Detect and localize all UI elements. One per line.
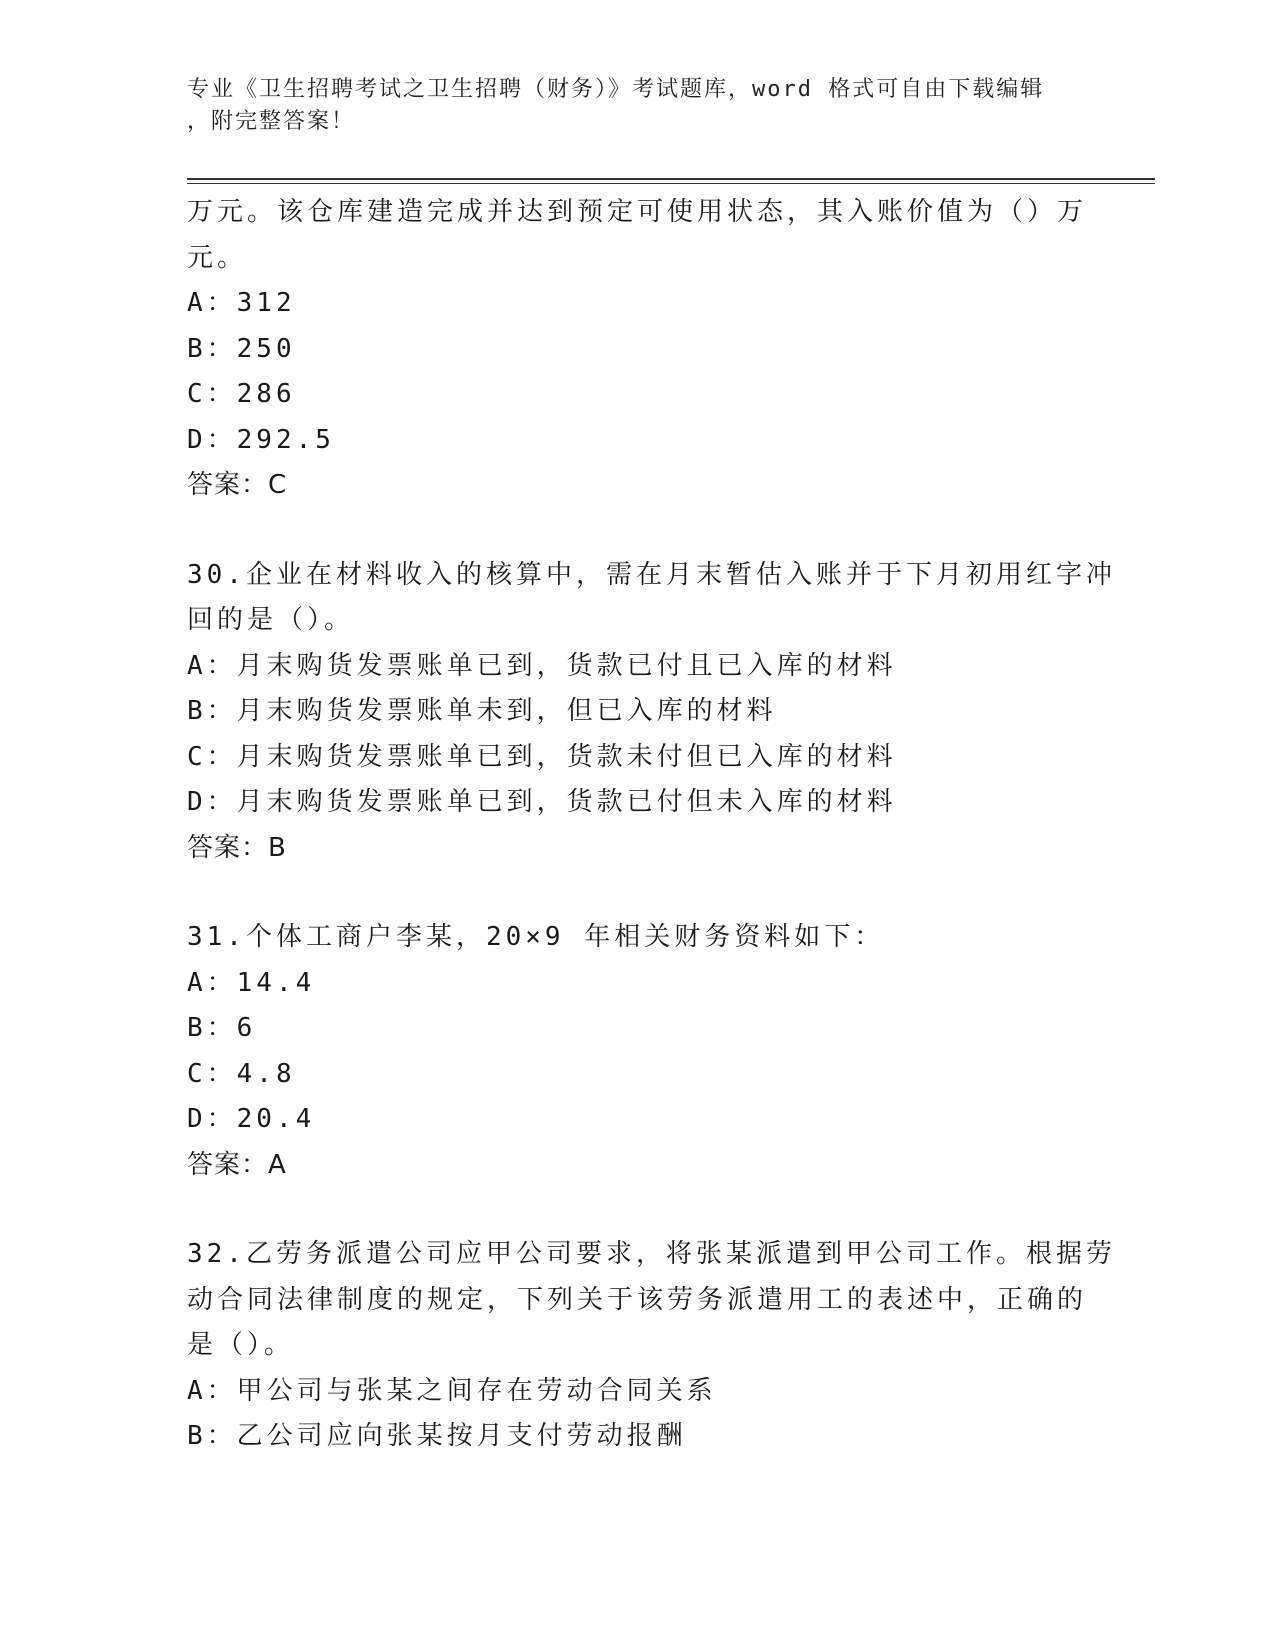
question-32 xyxy=(187,1232,1116,1460)
question-stem: 万元。该仓库建造完成并达到预定可使用状态，其入账价值为（）万 xyxy=(187,197,1088,227)
option-a: A：月末购货发票账单已到，货款已付且已入库的材料 xyxy=(187,650,897,681)
spacer xyxy=(187,1188,1087,1232)
header-line-1: 专业《卫生招聘考试之卫生招聘（财务）》考试题库，word 格式可自由下载编辑 xyxy=(187,77,1045,102)
option-a: A：甲公司与张某之间存在劳动合同关系 xyxy=(187,1375,717,1406)
question-31 xyxy=(187,915,1087,1188)
question-list xyxy=(187,190,1116,1460)
question-stem: 30.企业在材料收入的核算中，需在月末暂估入账并于下月初用红字冲 xyxy=(187,559,1116,590)
question-stem: 元。 xyxy=(187,242,248,273)
option-b: B：250 xyxy=(187,333,296,364)
answer-label: 答案：A xyxy=(187,1149,287,1180)
header-divider-thin xyxy=(187,183,1155,184)
option-c: C：286 xyxy=(187,379,296,409)
header-divider-thick xyxy=(187,178,1155,180)
option-b: B：6 xyxy=(187,1013,257,1043)
option-c: C：月末购货发票账单已到，货款未付但已入库的材料 xyxy=(187,741,897,772)
question-29 xyxy=(187,190,1087,509)
question-stem: 31.个体工商户李某，20×9 年相关财务资料如下： xyxy=(187,922,885,952)
question-30 xyxy=(187,553,1116,872)
option-d: D：292.5 xyxy=(187,424,335,455)
option-a: A：312 xyxy=(187,288,296,318)
option-c: C：4.8 xyxy=(187,1058,296,1089)
answer-label: 答案：B xyxy=(187,832,287,863)
answer-label: 答案：C xyxy=(187,470,288,500)
question-stem: 32.乙劳务派遣公司应甲公司要求，将张某派遣到甲公司工作。根据劳 xyxy=(187,1239,1116,1269)
question-stem: 动合同法律制度的规定，下列关于该劳务派遣用工的表述中，正确的 xyxy=(187,1284,1088,1315)
question-stem: 是（）。 xyxy=(187,1330,295,1360)
spacer xyxy=(187,509,1087,553)
spacer xyxy=(187,871,1087,915)
option-d: D：20.4 xyxy=(187,1104,316,1134)
option-d: D：月末购货发票账单已到，货款已付但未入库的材料 xyxy=(187,787,897,817)
option-a: A：14.4 xyxy=(187,967,316,998)
option-b: B：月末购货发票账单未到，但已入库的材料 xyxy=(187,696,777,726)
header-line-2: ，附完整答案！ xyxy=(187,109,356,134)
page-header xyxy=(187,74,1087,138)
option-b: B：乙公司应向张某按月支付劳动报酬 xyxy=(187,1421,687,1451)
question-stem: 回的是（）。 xyxy=(187,605,355,635)
